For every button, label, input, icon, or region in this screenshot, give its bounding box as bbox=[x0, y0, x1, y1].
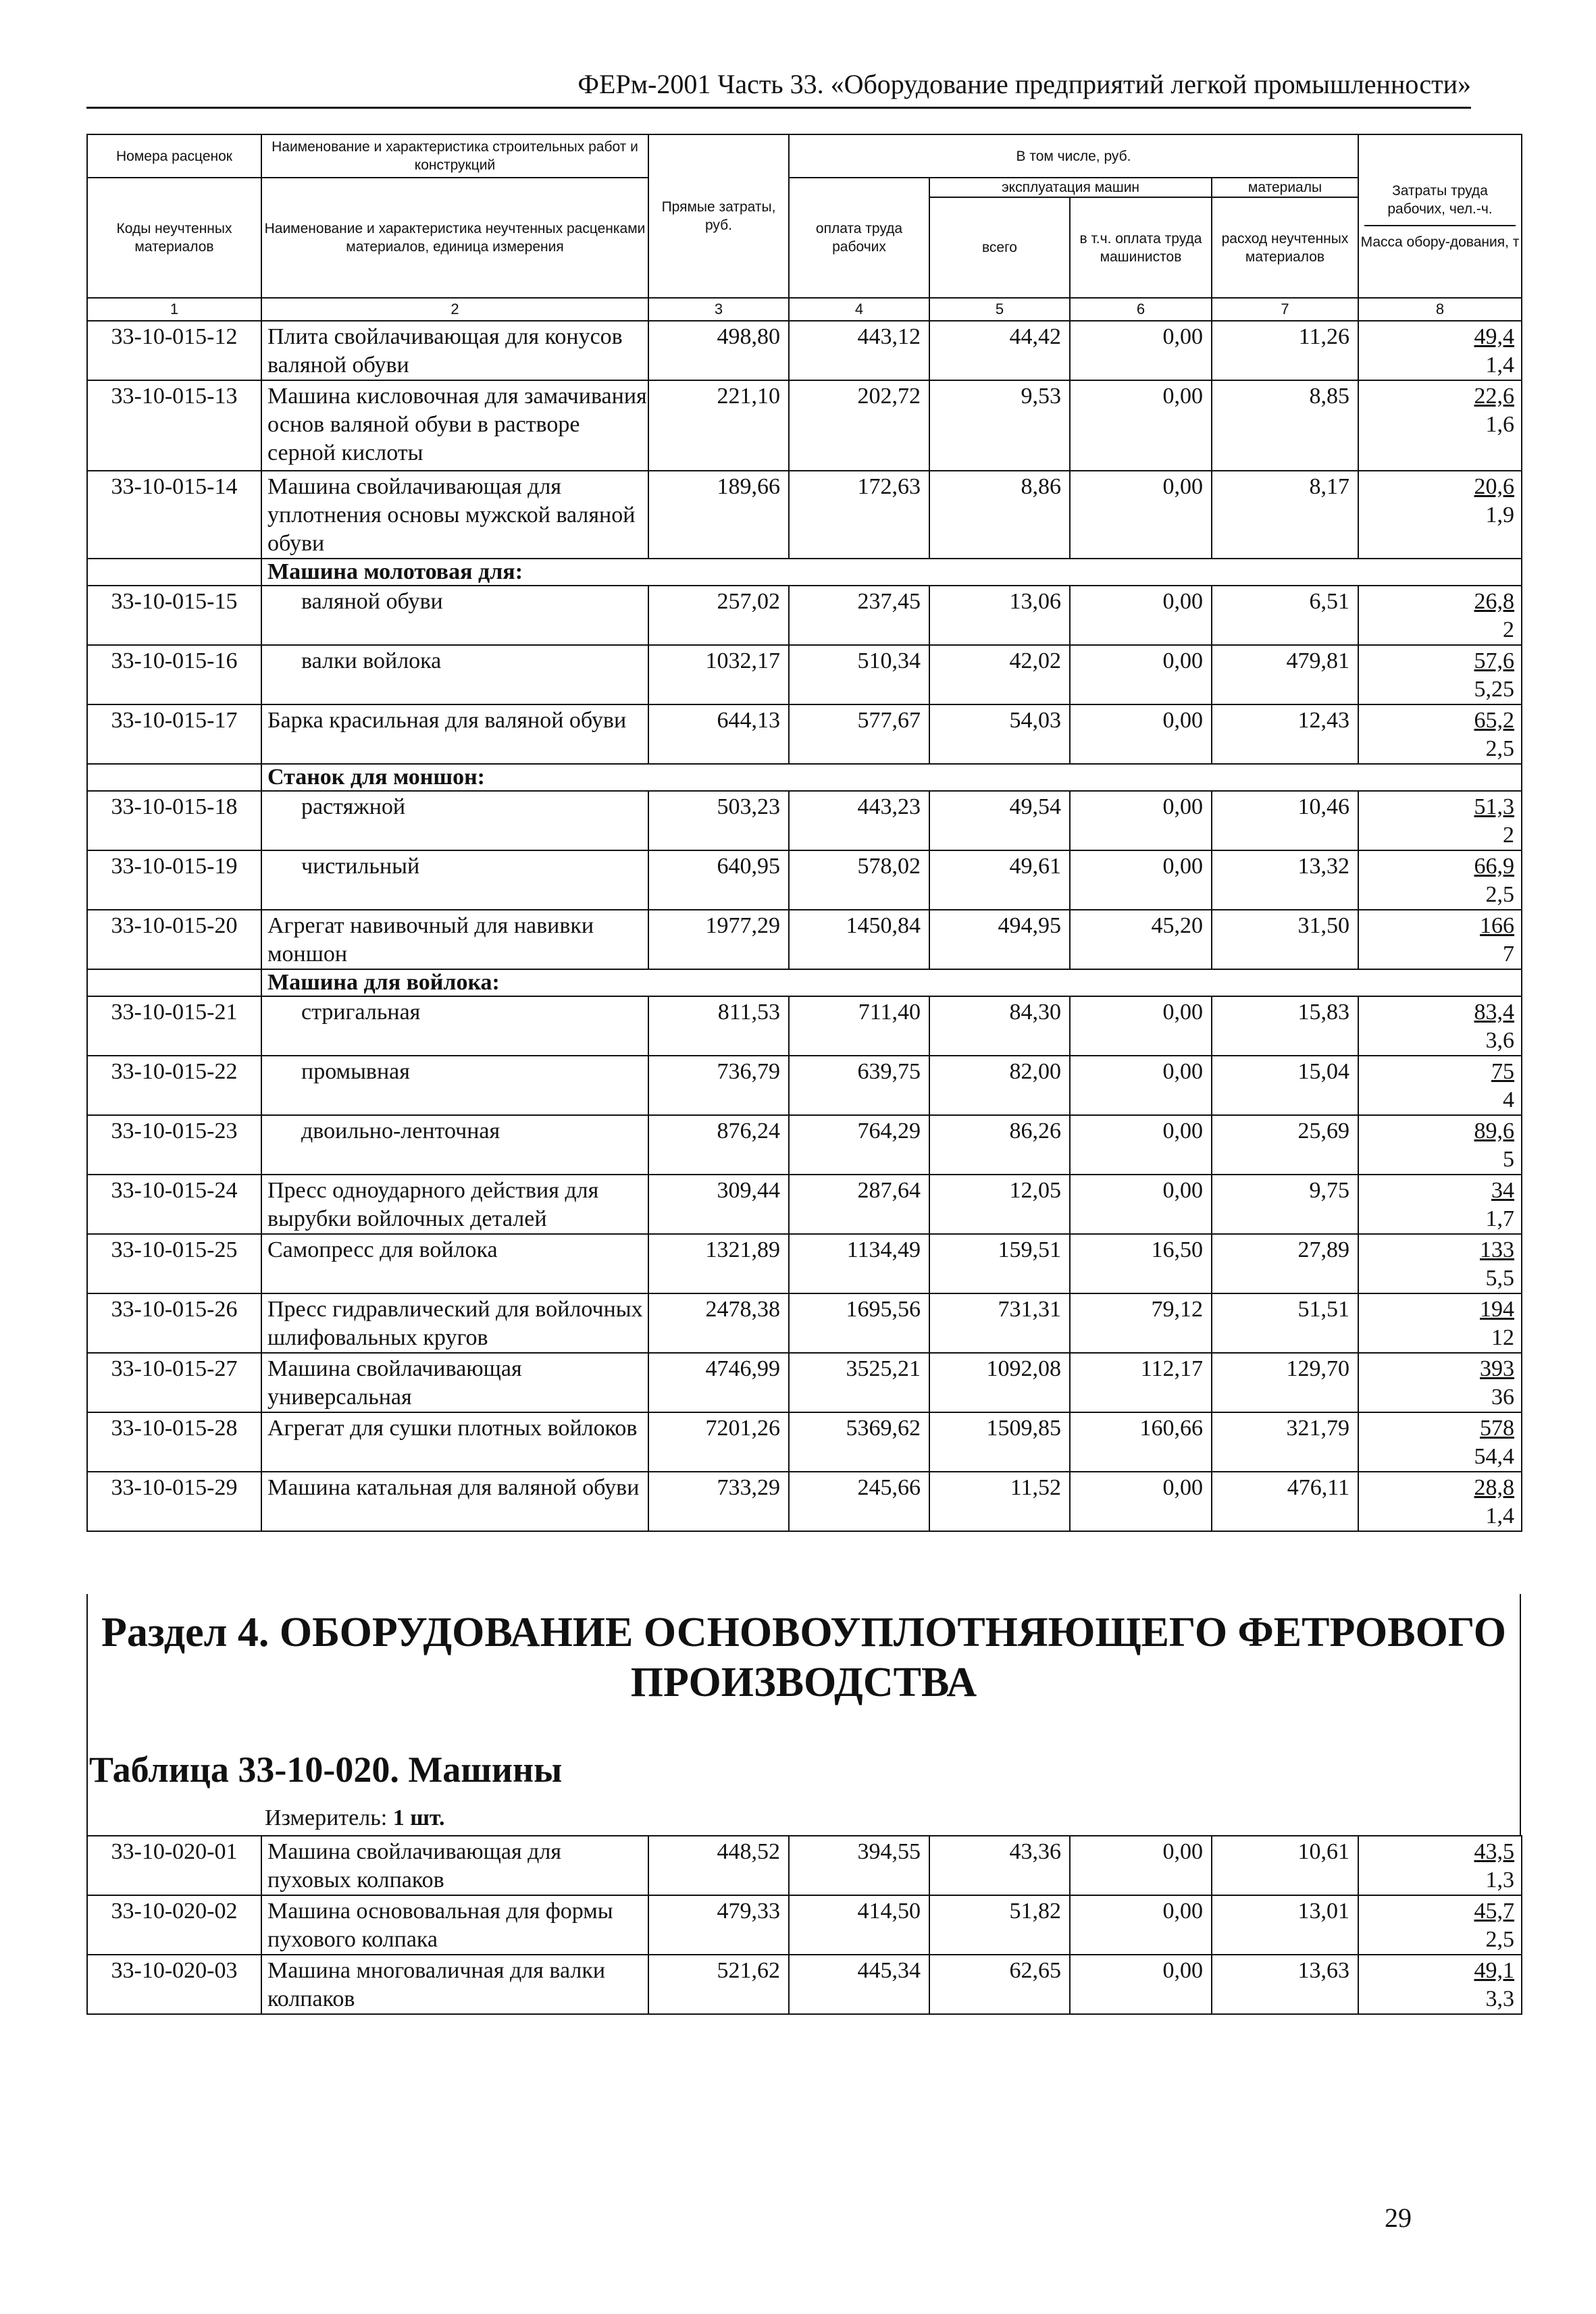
labor-pay: 445,34 bbox=[789, 1955, 929, 2014]
labor-mass-cell bbox=[1358, 1836, 1522, 1895]
labor-pay: 578,02 bbox=[789, 850, 929, 910]
machinist-pay: 160,66 bbox=[1070, 1412, 1212, 1472]
header-machinist-pay: в т.ч. оплата труда машинистов bbox=[1070, 197, 1212, 298]
labor-pay: 202,72 bbox=[789, 380, 929, 471]
table-row bbox=[87, 910, 1522, 969]
labor-mass-cell bbox=[1358, 850, 1522, 910]
equipment-mass: 2,5 bbox=[1485, 1927, 1514, 1952]
rate-code: 33-10-020-01 bbox=[87, 1836, 261, 1895]
labor-mass-cell bbox=[1358, 996, 1522, 1056]
table-row bbox=[87, 791, 1522, 850]
labor-mass-cell bbox=[1358, 1175, 1522, 1234]
equipment-mass: 1,9 bbox=[1485, 503, 1514, 528]
machine-costs: 1509,85 bbox=[929, 1412, 1070, 1472]
direct-costs: 1321,89 bbox=[648, 1234, 789, 1293]
machinist-pay: 0,00 bbox=[1070, 1472, 1212, 1531]
rate-code: 33-10-015-19 bbox=[87, 850, 261, 910]
labor-pay: 510,34 bbox=[789, 645, 929, 704]
machine-costs: 159,51 bbox=[929, 1234, 1070, 1293]
labor-hours: 45,7 bbox=[1474, 1899, 1514, 1924]
machinist-pay: 0,00 bbox=[1070, 791, 1212, 850]
machine-costs: 8,86 bbox=[929, 471, 1070, 559]
rate-code: 33-10-015-29 bbox=[87, 1472, 261, 1531]
labor-hours: 43,5 bbox=[1474, 1839, 1514, 1864]
rate-code: 33-10-020-02 bbox=[87, 1895, 261, 1955]
labor-pay: 172,63 bbox=[789, 471, 929, 559]
labor-hours: 28,8 bbox=[1474, 1475, 1514, 1500]
measure-label: Измеритель: bbox=[265, 1805, 388, 1830]
header-code-top: Номера расценок bbox=[87, 134, 261, 178]
rate-code: 33-10-015-16 bbox=[87, 645, 261, 704]
header-including: В том числе, руб. bbox=[789, 134, 1358, 178]
header-labor bbox=[1358, 134, 1522, 298]
rate-code: 33-10-015-21 bbox=[87, 996, 261, 1056]
work-name: Самопресс для войлока bbox=[261, 1234, 648, 1293]
work-name: чистильный bbox=[261, 850, 648, 910]
labor-pay: 1695,56 bbox=[789, 1293, 929, 1353]
equipment-mass: 5 bbox=[1503, 1147, 1514, 1172]
equipment-mass: 12 bbox=[1491, 1325, 1514, 1350]
header-mass: Масса обору-дования, т bbox=[1360, 234, 1520, 250]
equipment-mass: 7 bbox=[1503, 942, 1514, 967]
direct-costs: 257,02 bbox=[648, 586, 789, 645]
direct-costs: 2478,38 bbox=[648, 1293, 789, 1353]
materials-cost: 476,11 bbox=[1212, 1472, 1358, 1531]
work-name: Машина основовальная для формы пухового колпака bbox=[261, 1895, 648, 1955]
rate-code: 33-10-015-15 bbox=[87, 586, 261, 645]
rate-code: 33-10-015-23 bbox=[87, 1115, 261, 1175]
equipment-mass: 1,4 bbox=[1485, 353, 1514, 378]
column-number: 8 bbox=[1358, 298, 1522, 321]
labor-mass-cell bbox=[1358, 471, 1522, 559]
table-row bbox=[87, 1293, 1522, 1353]
direct-costs: 221,10 bbox=[648, 380, 789, 471]
table-row bbox=[87, 380, 1522, 471]
table-row bbox=[87, 1472, 1522, 1531]
header-machines: эксплуатация машин bbox=[929, 178, 1212, 197]
rate-code: 33-10-015-25 bbox=[87, 1234, 261, 1293]
labor-pay: 711,40 bbox=[789, 996, 929, 1056]
work-name: Машина кисловочная для замачивания основ валяной обуви в растворе серной кислоты bbox=[261, 380, 648, 471]
machinist-pay: 0,00 bbox=[1070, 850, 1212, 910]
measure-value: 1 шт. bbox=[392, 1805, 445, 1830]
materials-cost: 15,04 bbox=[1212, 1056, 1358, 1115]
materials-cost: 8,17 bbox=[1212, 471, 1358, 559]
materials-cost: 479,81 bbox=[1212, 645, 1358, 704]
column-number: 2 bbox=[261, 298, 648, 321]
machinist-pay: 0,00 bbox=[1070, 704, 1212, 764]
machines-table bbox=[86, 1835, 1522, 2015]
direct-costs: 4746,99 bbox=[648, 1353, 789, 1412]
labor-hours: 194 bbox=[1480, 1297, 1514, 1322]
machine-costs: 494,95 bbox=[929, 910, 1070, 969]
equipment-mass: 54,4 bbox=[1474, 1444, 1514, 1469]
work-name: Машина свойлачивающая универсальная bbox=[261, 1353, 648, 1412]
header-materials: материалы bbox=[1212, 178, 1358, 197]
labor-hours: 393 bbox=[1480, 1356, 1514, 1381]
rate-code: 33-10-015-12 bbox=[87, 321, 261, 380]
machine-costs: 49,61 bbox=[929, 850, 1070, 910]
labor-pay: 3525,21 bbox=[789, 1353, 929, 1412]
work-name: Агрегат навивочный для навивки моншон bbox=[261, 910, 648, 969]
direct-costs: 876,24 bbox=[648, 1115, 789, 1175]
machine-costs: 62,65 bbox=[929, 1955, 1070, 2014]
equipment-mass: 1,3 bbox=[1485, 1868, 1514, 1893]
labor-mass-cell bbox=[1358, 791, 1522, 850]
rate-code: 33-10-015-27 bbox=[87, 1353, 261, 1412]
rates-table-body bbox=[87, 321, 1522, 1531]
machine-costs: 11,52 bbox=[929, 1472, 1070, 1531]
direct-costs: 448,52 bbox=[648, 1836, 789, 1895]
labor-hours: 49,4 bbox=[1474, 324, 1514, 349]
work-name: двоильно-ленточная bbox=[261, 1115, 648, 1175]
labor-hours: 51,3 bbox=[1474, 794, 1514, 819]
running-header: ФЕРм-2001 Часть 33. «Оборудование предприятий легкой промышленности» bbox=[86, 68, 1471, 109]
direct-costs: 1032,17 bbox=[648, 645, 789, 704]
table-row bbox=[87, 645, 1522, 704]
materials-cost: 13,63 bbox=[1212, 1955, 1358, 2014]
labor-mass-cell bbox=[1358, 380, 1522, 471]
machine-costs: 731,31 bbox=[929, 1293, 1070, 1353]
rate-code: 33-10-015-17 bbox=[87, 704, 261, 764]
direct-costs: 736,79 bbox=[648, 1056, 789, 1115]
labor-pay: 639,75 bbox=[789, 1056, 929, 1115]
work-name: Машина свойлачивающая для уплотнения основы мужской валяной обуви bbox=[261, 471, 648, 559]
labor-mass-cell bbox=[1358, 704, 1522, 764]
equipment-mass: 5,25 bbox=[1474, 677, 1514, 702]
materials-cost: 10,46 bbox=[1212, 791, 1358, 850]
group-title: Машина молотовая для: bbox=[261, 559, 1522, 586]
group-title: Машина для войлока: bbox=[261, 969, 1522, 996]
labor-hours: 65,2 bbox=[1474, 708, 1514, 733]
machinist-pay: 0,00 bbox=[1070, 321, 1212, 380]
table-row bbox=[87, 1895, 1522, 1955]
labor-pay: 287,64 bbox=[789, 1175, 929, 1234]
rate-code: 33-10-020-03 bbox=[87, 1955, 261, 2014]
group-code-cell bbox=[87, 559, 261, 586]
labor-mass-cell bbox=[1358, 1115, 1522, 1175]
equipment-mass: 2 bbox=[1503, 823, 1514, 848]
labor-pay: 245,66 bbox=[789, 1472, 929, 1531]
machine-costs: 54,03 bbox=[929, 704, 1070, 764]
header-name-top: Наименование и характеристика строительных работ и конструкций bbox=[261, 134, 648, 178]
materials-cost: 10,61 bbox=[1212, 1836, 1358, 1895]
work-name: Агрегат для сушки плотных войлоков bbox=[261, 1412, 648, 1472]
frame-left-border bbox=[86, 1594, 88, 1835]
machinist-pay: 0,00 bbox=[1070, 1115, 1212, 1175]
work-name: растяжной bbox=[261, 791, 648, 850]
table-row bbox=[87, 1175, 1522, 1234]
machine-costs: 49,54 bbox=[929, 791, 1070, 850]
header-labor-pay: оплата труда рабочих bbox=[789, 178, 929, 298]
machine-costs: 42,02 bbox=[929, 645, 1070, 704]
header-machines-total: всего bbox=[929, 197, 1070, 298]
labor-mass-cell bbox=[1358, 645, 1522, 704]
equipment-mass: 1,7 bbox=[1485, 1206, 1514, 1231]
labor-hours: 75 bbox=[1491, 1059, 1514, 1084]
labor-mass-cell bbox=[1358, 1955, 1522, 2014]
header-direct: Прямые затраты, руб. bbox=[648, 134, 789, 298]
machine-costs: 51,82 bbox=[929, 1895, 1070, 1955]
equipment-mass: 3,3 bbox=[1485, 1986, 1514, 2011]
labor-hours: 83,4 bbox=[1474, 1000, 1514, 1025]
labor-mass-cell bbox=[1358, 1293, 1522, 1353]
column-number: 4 bbox=[789, 298, 929, 321]
materials-cost: 6,51 bbox=[1212, 586, 1358, 645]
table-row bbox=[87, 704, 1522, 764]
section-title-line: Раздел 4. ОБОРУДОВАНИЕ ОСНОВОУПЛОТНЯЮЩЕГО ФЕТРОВОГО bbox=[101, 1610, 1506, 1655]
labor-pay: 237,45 bbox=[789, 586, 929, 645]
machinist-pay: 0,00 bbox=[1070, 1056, 1212, 1115]
labor-pay: 414,50 bbox=[789, 1895, 929, 1955]
work-name: Пресс гидравлический для войлочных шлифовальных кругов bbox=[261, 1293, 648, 1353]
labor-pay: 1134,49 bbox=[789, 1234, 929, 1293]
machine-costs: 82,00 bbox=[929, 1056, 1070, 1115]
direct-costs: 479,33 bbox=[648, 1895, 789, 1955]
machine-costs: 86,26 bbox=[929, 1115, 1070, 1175]
machine-costs: 84,30 bbox=[929, 996, 1070, 1056]
work-name: валки войлока bbox=[261, 645, 648, 704]
labor-pay: 5369,62 bbox=[789, 1412, 929, 1472]
machinist-pay: 0,00 bbox=[1070, 1175, 1212, 1234]
machine-costs: 12,05 bbox=[929, 1175, 1070, 1234]
labor-mass-cell bbox=[1358, 1353, 1522, 1412]
direct-costs: 1977,29 bbox=[648, 910, 789, 969]
materials-cost: 15,83 bbox=[1212, 996, 1358, 1056]
table-row bbox=[87, 996, 1522, 1056]
machinist-pay: 112,17 bbox=[1070, 1353, 1212, 1412]
machinist-pay: 0,00 bbox=[1070, 380, 1212, 471]
group-code-cell bbox=[87, 969, 261, 996]
work-name: промывная bbox=[261, 1056, 648, 1115]
table-row bbox=[87, 1836, 1522, 1895]
machinist-pay: 0,00 bbox=[1070, 996, 1212, 1056]
work-name: Машина катальная для валяной обуви bbox=[261, 1472, 648, 1531]
direct-costs: 189,66 bbox=[648, 471, 789, 559]
labor-hours: 66,9 bbox=[1474, 854, 1514, 879]
labor-mass-cell bbox=[1358, 910, 1522, 969]
column-number: 3 bbox=[648, 298, 789, 321]
labor-mass-cell bbox=[1358, 586, 1522, 645]
machinist-pay: 0,00 bbox=[1070, 1895, 1212, 1955]
machine-costs: 43,36 bbox=[929, 1836, 1070, 1895]
group-row bbox=[87, 559, 1522, 586]
direct-costs: 640,95 bbox=[648, 850, 789, 910]
labor-hours: 26,8 bbox=[1474, 589, 1514, 614]
direct-costs: 498,80 bbox=[648, 321, 789, 380]
labor-hours: 49,1 bbox=[1474, 1958, 1514, 1983]
materials-cost: 27,89 bbox=[1212, 1234, 1358, 1293]
table-row bbox=[87, 321, 1522, 380]
rate-code: 33-10-015-18 bbox=[87, 791, 261, 850]
work-name: Машина многоваличная для валки колпаков bbox=[261, 1955, 648, 2014]
column-number: 5 bbox=[929, 298, 1070, 321]
column-numbers-row bbox=[87, 298, 1522, 321]
table-row bbox=[87, 471, 1522, 559]
direct-costs: 7201,26 bbox=[648, 1412, 789, 1472]
labor-hours: 578 bbox=[1480, 1416, 1514, 1441]
machinist-pay: 16,50 bbox=[1070, 1234, 1212, 1293]
machine-costs: 44,42 bbox=[929, 321, 1070, 380]
group-row bbox=[87, 969, 1522, 996]
rate-code: 33-10-015-14 bbox=[87, 471, 261, 559]
header-labor-top: Затраты труда рабочих, чел.-ч. bbox=[1364, 182, 1516, 226]
labor-pay: 577,67 bbox=[789, 704, 929, 764]
labor-hours: 20,6 bbox=[1474, 474, 1514, 499]
direct-costs: 811,53 bbox=[648, 996, 789, 1056]
table-header-row bbox=[87, 178, 1522, 197]
column-number: 1 bbox=[87, 298, 261, 321]
rate-code: 33-10-015-26 bbox=[87, 1293, 261, 1353]
machinist-pay: 0,00 bbox=[1070, 645, 1212, 704]
page-number: 29 bbox=[1385, 2203, 1412, 2233]
column-number: 7 bbox=[1212, 298, 1358, 321]
materials-cost: 31,50 bbox=[1212, 910, 1358, 969]
materials-cost: 8,85 bbox=[1212, 380, 1358, 471]
rates-table bbox=[86, 134, 1522, 1532]
equipment-mass: 4 bbox=[1503, 1087, 1514, 1112]
work-name: Плита свойлачивающая для конусов валяной обуви bbox=[261, 321, 648, 380]
direct-costs: 503,23 bbox=[648, 791, 789, 850]
labor-hours: 133 bbox=[1480, 1237, 1514, 1262]
labor-mass-cell bbox=[1358, 1056, 1522, 1115]
work-name: Пресс одноударного действия для вырубки войлочных деталей bbox=[261, 1175, 648, 1234]
labor-hours: 22,6 bbox=[1474, 384, 1514, 409]
labor-pay: 764,29 bbox=[789, 1115, 929, 1175]
materials-cost: 9,75 bbox=[1212, 1175, 1358, 1234]
labor-hours: 57,6 bbox=[1474, 648, 1514, 673]
machinist-pay: 45,20 bbox=[1070, 910, 1212, 969]
work-name: стригальная bbox=[261, 996, 648, 1056]
labor-pay: 443,23 bbox=[789, 791, 929, 850]
materials-cost: 11,26 bbox=[1212, 321, 1358, 380]
group-title: Станок для моншон: bbox=[261, 764, 1522, 791]
direct-costs: 644,13 bbox=[648, 704, 789, 764]
machinist-pay: 79,12 bbox=[1070, 1293, 1212, 1353]
materials-cost: 13,32 bbox=[1212, 850, 1358, 910]
direct-costs: 309,44 bbox=[648, 1175, 789, 1234]
work-name: Машина свойлачивающая для пуховых колпаков bbox=[261, 1836, 648, 1895]
header-name-bottom: Наименование и характеристика неучтенных расценками материалов, единица измерения bbox=[261, 178, 648, 298]
machinist-pay: 0,00 bbox=[1070, 586, 1212, 645]
table-row bbox=[87, 1056, 1522, 1115]
materials-cost: 25,69 bbox=[1212, 1115, 1358, 1175]
header-code-bottom: Коды неучтенных материалов bbox=[87, 178, 261, 298]
labor-mass-cell bbox=[1358, 321, 1522, 380]
labor-mass-cell bbox=[1358, 1234, 1522, 1293]
labor-hours: 166 bbox=[1480, 913, 1514, 938]
table-row bbox=[87, 1412, 1522, 1472]
rate-code: 33-10-015-22 bbox=[87, 1056, 261, 1115]
labor-mass-cell bbox=[1358, 1412, 1522, 1472]
section-title bbox=[86, 1608, 1521, 1707]
table-row bbox=[87, 586, 1522, 645]
rate-code: 33-10-015-28 bbox=[87, 1412, 261, 1472]
equipment-mass: 36 bbox=[1491, 1385, 1514, 1410]
group-code-cell bbox=[87, 764, 261, 791]
machine-costs: 9,53 bbox=[929, 380, 1070, 471]
machinist-pay: 0,00 bbox=[1070, 1955, 1212, 2014]
machine-costs: 13,06 bbox=[929, 586, 1070, 645]
rate-code: 33-10-015-13 bbox=[87, 380, 261, 471]
direct-costs: 521,62 bbox=[648, 1955, 789, 2014]
equipment-mass: 2,5 bbox=[1485, 736, 1514, 761]
table-row bbox=[87, 1353, 1522, 1412]
machinist-pay: 0,00 bbox=[1070, 471, 1212, 559]
measure-unit bbox=[265, 1805, 445, 1832]
labor-mass-cell bbox=[1358, 1895, 1522, 1955]
equipment-mass: 2 bbox=[1503, 617, 1514, 642]
table-row bbox=[87, 1955, 1522, 2014]
labor-hours: 89,6 bbox=[1474, 1119, 1514, 1143]
equipment-mass: 5,5 bbox=[1485, 1266, 1514, 1291]
labor-mass-cell bbox=[1358, 1472, 1522, 1531]
frame-right-border bbox=[1520, 1594, 1521, 1835]
labor-pay: 1450,84 bbox=[789, 910, 929, 969]
direct-costs: 733,29 bbox=[648, 1472, 789, 1531]
equipment-mass: 3,6 bbox=[1485, 1028, 1514, 1053]
section-title-line: ПРОИЗВОДСТВА bbox=[630, 1660, 977, 1705]
column-number: 6 bbox=[1070, 298, 1212, 321]
work-name: Барка красильная для валяной обуви bbox=[261, 704, 648, 764]
table-title: Таблица 33-10-020. Машины bbox=[89, 1749, 563, 1790]
materials-cost: 51,51 bbox=[1212, 1293, 1358, 1353]
labor-pay: 443,12 bbox=[789, 321, 929, 380]
table-row bbox=[87, 1115, 1522, 1175]
equipment-mass: 2,5 bbox=[1485, 882, 1514, 907]
table-row bbox=[87, 1234, 1522, 1293]
equipment-mass: 1,4 bbox=[1485, 1503, 1514, 1528]
rate-code: 33-10-015-20 bbox=[87, 910, 261, 969]
materials-cost: 12,43 bbox=[1212, 704, 1358, 764]
machine-costs: 1092,08 bbox=[929, 1353, 1070, 1412]
table-row bbox=[87, 850, 1522, 910]
work-name: валяной обуви bbox=[261, 586, 648, 645]
labor-pay: 394,55 bbox=[789, 1836, 929, 1895]
group-row bbox=[87, 764, 1522, 791]
table-header-row bbox=[87, 134, 1522, 178]
equipment-mass: 1,6 bbox=[1485, 412, 1514, 437]
rate-code: 33-10-015-24 bbox=[87, 1175, 261, 1234]
machinist-pay: 0,00 bbox=[1070, 1836, 1212, 1895]
materials-cost: 129,70 bbox=[1212, 1353, 1358, 1412]
labor-hours: 34 bbox=[1491, 1178, 1514, 1203]
machines-table-body bbox=[87, 1836, 1522, 2014]
header-materials-unaccounted: расход неучтенных материалов bbox=[1212, 197, 1358, 298]
materials-cost: 321,79 bbox=[1212, 1412, 1358, 1472]
materials-cost: 13,01 bbox=[1212, 1895, 1358, 1955]
